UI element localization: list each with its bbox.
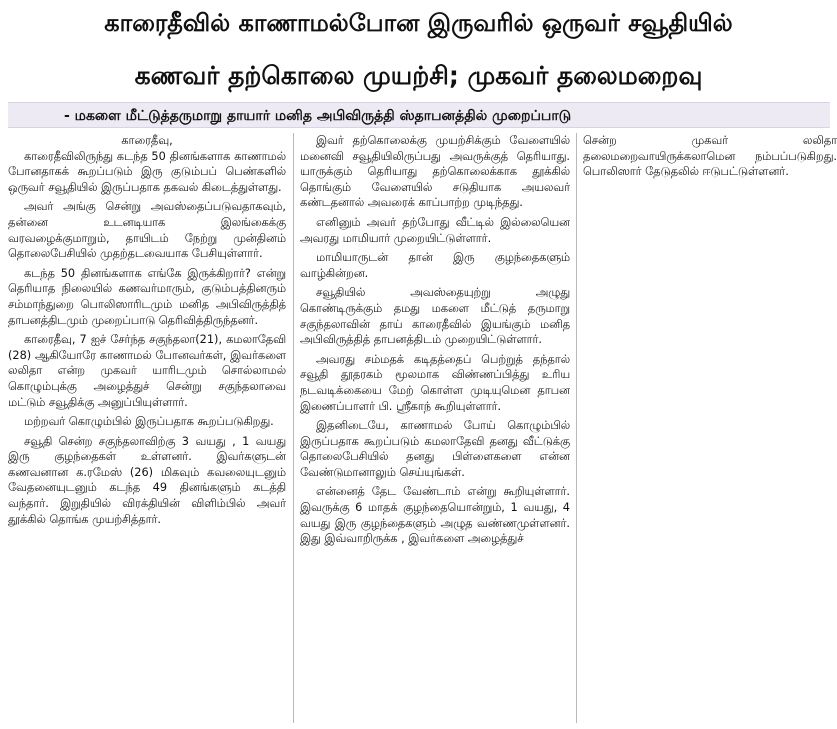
- article-column-2: [300, 133, 570, 723]
- paragraph: மற்றவர் கொழும்பில் இருப்பதாக கூறப்படுகிறது.: [24, 415, 274, 429]
- paragraph: காரைதீவிலிருந்து கடந்த 50 தினங்களாக காணாமல் போனதாகக் கூறப்படும் இரு குடும்பப் பெண்களில் ஒருவர் சவூதியில் இருப்பதாக தகவல் கிடைத்துள்ளது.: [8, 149, 286, 194]
- subheadline: - மகளை மீட்டுத்தருமாறு தாயார் மனித அபிவிருத்தி ஸ்தாபனத்தில் முறைப்பாடு: [8, 102, 830, 128]
- paragraph: அவரது சம்மதக் கடிதத்தைப் பெற்றுத் தந்தால் சவூதி தூதரகம் மூலமாக விண்ணப்பித்து உரிய நடவடிக்கையை மேற் கொள்ள முடியுமென தாபன இணைப்பாளர் பி. ஸ்ரீகாந் கூறியுள்ளார்.: [300, 352, 570, 413]
- paragraph: மாமியாருடன் தான் இரு குழந்தைகளும் வாழ்கின்றன.: [300, 251, 570, 280]
- column-divider: [293, 133, 294, 723]
- paragraph: என்னைத் தேட வேண்டாம் என்று கூறியுள்ளார். இவருக்கு 6 மாதக் குழந்தையொன்றும், 1 வயது, 4 வயது இரு குழந்தைகளும் அழுத வண்ணமுள்ளனர். இது இவ்வாறிருக்க , இவர்களை அழைத்துச்: [300, 485, 570, 546]
- paragraph: காரைதீவு, 7 ஐச் சேர்ந்த சகுந்தலா(21), கமலாதேவி (28) ஆகியோரே காணாமல் போனவர்கள், இவர்களை லலிதா என்ற முகவர் யாரிடமும் சொல்லாமல் கொழும்புக்கு அழைத்துச் சென்று சகுந்தலாவை மட்டும் சவூதிக்கு அனுப்பியுள்ளார்.: [8, 333, 286, 409]
- column-divider: [576, 133, 577, 723]
- headline-line-1: காரைதீவில் காணாமல்போன இருவரில் ஒருவர் சவூதியில்: [104, 9, 733, 37]
- paragraph: இதனிடையே, காணாமல் போய் கொழும்பில் இருப்பதாக கூறப்படும் கமலாதேவி தனது வீட்டுக்கு தொலைபேசியில் தனது பிள்ளைகளை என்ன வேண்டுமானாலும் செய்யுங்கள்.: [300, 419, 570, 479]
- paragraph: சென்ற முகவர் லலிதா தலைமறைவாயிருக்கலாமென நம்பப்படுகிறது. பொலிஸார் தேடுதலில் ஈடுபட்டுள்ளனர்.: [583, 134, 837, 179]
- paragraph: எனினும் அவர் தற்போது வீட்டில் இல்லையென அவரது மாமியார் முறையிட்டுள்ளார்.: [300, 215, 570, 245]
- article-column-1: [8, 133, 286, 723]
- paragraph: கடந்த 50 தினங்களாக எங்கே இருக்கிறார்? என்று தெரியாத நிலையில் கணவர்மாரும், குடும்பத்தினரும் சம்மாந்துறை பொலிஸாரிடமும் மனித அபிவிருத்தித் தாபனத்திடமும் முறைப்பாடு தெரிவித்திருந்தனர்.: [8, 266, 286, 327]
- paragraph: இவர் தற்கொலைக்கு முயற்சிக்கும் வேளையில் மனைவி சவூதியிலிருப்பது அவருக்குத் தெரியாது. யாருக்கும் தெரியாது தற்கொலைக்காக தூக்கில் தொங்கும் வேளையில் சடுதியாக அயலவர் கண்டதனால் அவரைக் காப்பாற்ற முடிந்தது.: [300, 134, 570, 210]
- headline-line-2: கணவர் தற்கொலை முயற்சி; முகவர் தலைமறைவு: [134, 61, 703, 90]
- paragraph: சவூதி சென்ற சகுந்தலாவிற்கு 3 வயது , 1 வயது இரு குழந்தைகள் உள்ளனர். இவர்களுடன் கணவனான க.ரமேஸ் (26) மிகவும் கவலையுடனும் வேதனையுடனும் கடந்த 49 தினங்களும் கடத்தி வந்தார். இறுதியில் விரக்தியின் விளிம்பில் அவர் தூக்கில் தொங்க முயற்சித்தார்.: [8, 434, 286, 526]
- paragraph: அவர் அங்கு சென்று அவஸ்தைப்படுவதாகவும், தன்னை உடனடியாக இலங்கைக்கு வரவழைக்குமாறும், தாயிடம் நேற்று முன்தினம் தொலைபேசியில் முதற்தடவையாக பேசியுள்ளார்.: [8, 200, 286, 261]
- dateline: காரைதீவு,: [121, 134, 173, 147]
- paragraph: சவூதியில் அவஸ்தையுற்று அழுது கொண்டிருக்கும் தமது மகளை மீட்டுத் தருமாறு சகுந்தலாவின் தாய் காரைதீவில் இயங்கும் மனித அபிவிருத்தித் தாபனத்திடம் முறையிட்டுள்ளார்.: [300, 286, 570, 347]
- article-column-3: [583, 133, 837, 213]
